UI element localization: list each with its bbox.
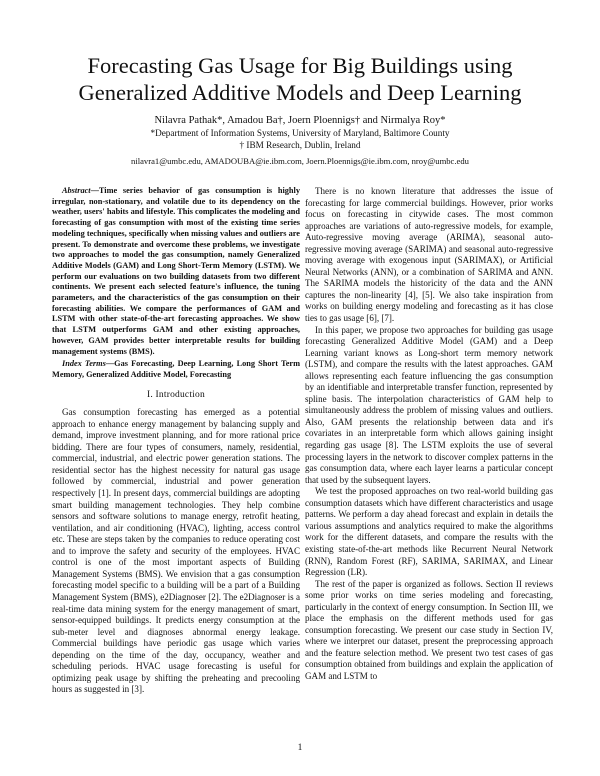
page-number: 1 [297,743,303,753]
index-terms-label: Index Terms [62,359,106,369]
intro-paragraph-1: Gas consumption forecasting has emerged as a potential approach to enhance energy management by balancing supply and demand, improve investment planning, and for more rational price bidding. There are four types of consumers, namely, residential, commercial, industrial, and electric power generation stations. The residential sector has the highest necessity for natural gas usage followed by commercial, industrial and power generation respectively [1]. In present days, commercial buildings are adopting smart building management technologies. They help combine sensors and software solutions to manage energy, retrofit heating, ventilation, and air conditioning (HVAC), lighting, access control etc. These are steps taken by the companies to reduce operating cost and to improve the safety and security of the employees. HVAC control is one of the most important aspects of Building Management Systems (BMS). We envision that a gas consumption forecasting model specific to a building will be a part of a Building Management System (BMS), e2Diagnoser [2]. The e2Diagnoser is a real-time data mining system for the energy management of smart, sensor-equipped buildings. It predicts energy consumption at the sub-meter level and diagnoses abnormal energy leakage. Commercial buildings have periodic gas usage which varies depending on the time of the day, occupancy, weather and scheduling periods. HVAC usage forecasting is useful for optimizing peak usage by shifting the preheating and precooling hours as suggested in [3]. [52,407,300,695]
left-column [52,186,300,696]
author-list: Nilavra Pathak*, Amadou Ba†, Joern Ploennigs† and Nirmalya Roy* [154,115,446,126]
abstract-label: Abstract [62,186,91,195]
right-column [305,186,553,683]
paper-title: Forecasting Gas Usage for Big Buildings using Generalized Additive Models and Deep Learning [78,53,522,105]
index-terms [52,359,300,380]
affiliation-ibm: † IBM Research, Dublin, Ireland [239,140,361,150]
intro-paragraph-4: We test the proposed approaches on two real-world building gas consumption datasets which have different characteristics and usage patterns. We perform a day ahead forecast and explain in details the various assumptions and analytics required to make the algorithms work for the different datasets, and compare the results with the existing state-of-the-art methods like Recurrent Neural Network (RNN), Random Forest (RF), SARIMA, SARIMAX, and Linear Regression (LR). [305,486,553,578]
intro-paragraph-5: The rest of the paper is organized as follows. Section II reviews some prior works on time series modeling and forecasting, particularly in the context of energy consumption. In Section III, we place the emphasis on the different methods used for gas consumption forecasting. We present our case study in Section IV, where we interpret our dataset, present the preprocessing approach and the feature selection method. We present two test cases of gas consumption obtained from buildings and explain the application of GAM and LSTM to [305,578,553,681]
intro-paragraph-3: In this paper, we propose two approaches for building gas usage forecasting Generalized Additive Model (GAM) and a Deep Learning variant knows as Long-short term memory network (LSTM), and compare the results with the latest approaches. GAM allows representing each feature influencing the gas consumption by an identifiable and interpretable transfer function, represented by spline basis. The interpolation characteristics of GAM help to simultaneously address the problem of missing values and outliers. Also, GAM presents the relationship between data and it's covariates in an interpretable form which allows gaining insight regarding gas usage [8]. The LSTM exploits the use of several processing layers in the network to discover complex patterns in the gas consumption data, where each layer learns a particular concept that used by the subsequent layers. [305,324,553,485]
author-emails: nilavra1@umbc.edu, AMADOUBA@ie.ibm.com, Joern.Ploennigs@ie.ibm.com, nroy@umbc.edu [131,156,469,166]
abstract [52,186,300,357]
abstract-text: —Time series behavior of gas consumption is highly irregular, non-stationary, and volatile due to its dependency on the weather, users' habits and lifestyle. This complicates the modeling and forecasting of gas consumption with most of the existing time series modeling techniques, specifically when missing values and outliers are present. To demonstrate and overcome these problems, we investigate two approaches to model the gas consumption, namely Generalized Additive Models (GAM) and Long Short-Term Memory (LSTM). We perform our evaluations on two building datasets from two different continents. We present each selected feature's influence, the tuning parameters, and the characteristics of the gas consumption on their forecasting abilities. We compare the performances of GAM and LSTM with other state-of-the-art forecasting approaches. We show that LSTM outperforms GAM and other existing approaches, however, GAM provides better interpretable results for building management systems (BMS). [52,186,300,356]
affiliation-umbc: *Department of Information Systems, University of Maryland, Baltimore County [150,128,450,138]
intro-paragraph-2: There is no known literature that addresses the issue of forecasting for large commercial buildings. However, prior works focus on forecasting in citywide cases. The most common approaches are variations of auto-regressive models, for example, Auto-regressive moving average (ARIMA), seasonal auto-regressive moving average (SARIMA) and seasonal auto-regressive moving average with exogenous input (SARIMAX), or Artificial Neural Networks (ANN), or a combination of SARIMA and ANN. The SARIMA models the historicity of the data and the ANN captures the non-linearity [4], [5]. We also take inspiration from works on building energy modeling and forecasting as it has close ties to gas usage [6], [7]. [305,186,553,324]
index-terms-text: —Gas Forecasting, Deep Learning, Long Short Term Memory, Generalized Additive Model, Forecasting [52,359,300,379]
section-heading-introduction: I. Introduction [147,389,205,400]
